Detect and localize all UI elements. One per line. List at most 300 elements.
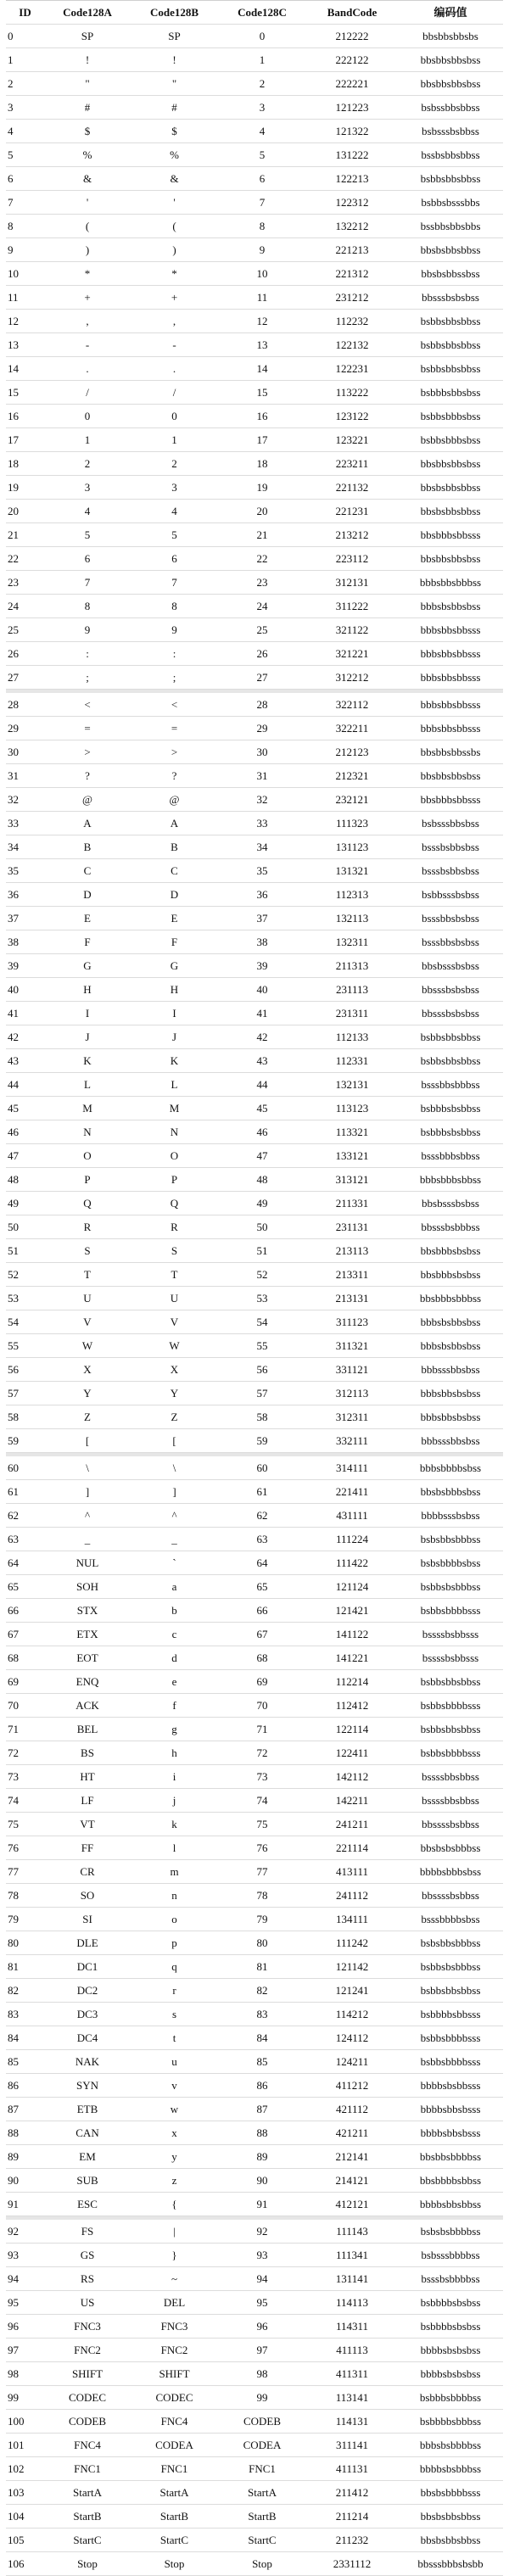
encoding-cell: bsbsbsbbbbss [420,2225,481,2238]
id-cell: 16 [8,410,19,422]
code128b-cell: } [171,2249,177,2261]
encoding-cell: bbbsbbsbsbss [420,1387,481,1400]
code128a-cell: K [83,1054,92,1067]
id-cell: 67 [8,1628,19,1640]
table-row [6,1025,503,1049]
id-cell: 7 [8,196,14,209]
encoding-cell: bsssbbsbsbss [422,936,479,948]
encoding-cell: bssssbsbbsss [422,1651,479,1664]
code128a-cell: ESC [77,2198,98,2210]
encoding-cell: bbsbsbbsbbss [420,481,481,494]
bandcode-cell: 322211 [335,722,369,735]
id-cell: 104 [8,2510,25,2523]
id-cell: 10 [8,267,19,280]
encoding-cell: bsbbsbbsbbss [420,1675,481,1688]
code128b-cell: Y [170,1387,179,1400]
code128a-cell: & [82,172,92,185]
id-cell: 87 [8,2103,19,2115]
code128b-cell: / [172,386,176,399]
id-cell: 9 [8,243,14,256]
code128c-cell: 45 [256,1102,268,1115]
code128b-cell: StartC [159,2534,189,2546]
id-cell: 71 [8,1723,19,1735]
encoding-cell: bbsbbsbbssbs [420,746,481,758]
bandcode-cell: 221312 [335,267,369,280]
bandcode-cell: 241211 [335,1818,369,1830]
code128a-cell: . [86,362,89,375]
table-row [6,2267,503,2291]
encoding-cell: bsssbbbsbbss [421,1149,480,1162]
code128b-cell: ; [172,671,176,684]
code128c-cell: 19 [256,481,268,494]
table-row [6,571,503,595]
id-cell: 17 [8,433,19,446]
bandcode-cell: 132212 [335,220,369,232]
encoding-cell: bbsbsbbsbbss [420,243,481,256]
code128c-cell: 30 [256,746,268,758]
id-cell: 38 [8,936,19,948]
id-cell: 99 [8,2391,19,2404]
code128c-cell: 94 [256,2272,268,2285]
table-row [6,476,503,500]
code128c-cell: 18 [256,457,268,470]
code128b-cell: 5 [171,528,177,541]
id-cell: 49 [8,1197,19,1210]
code128c-cell: 6 [259,172,266,185]
code128a-cell: RS [81,2272,94,2285]
encoding-cell: bbsbsssbsbss [422,959,479,972]
encoding-cell: bsbsssbbsbss [422,817,479,830]
code128b-cell: { [171,2198,177,2210]
bandcode-cell: 112313 [335,888,369,901]
table-row [6,2169,503,2193]
table-row [6,1287,503,1310]
table-row [6,690,503,717]
code128b-cell: Q [170,1197,179,1210]
code128b-cell: e [171,1675,177,1688]
code128b-cell: . [172,362,176,375]
id-cell: 94 [8,2272,19,2285]
table-row [6,2003,503,2026]
table-row [6,167,503,191]
id-cell: 32 [8,793,19,806]
bandcode-cell: 112232 [335,315,369,327]
table-row [6,1765,503,1789]
code128a-cell: SHIFT [71,2367,103,2380]
table-row [6,48,503,72]
id-cell: 60 [8,1461,19,1474]
bandcode-cell: 114311 [335,2320,369,2333]
encoding-cell: bsbsbbsbbbss [420,1936,481,1949]
code128b-cell: 1 [171,433,177,446]
code128a-cell: Q [83,1197,92,1210]
code128a-cell: - [85,338,90,351]
code128b-cell: I [172,1007,176,1020]
header-bandcode: BandCode [327,6,378,19]
encoding-cell: bsbbbsbsbbss [420,1126,481,1138]
table-row [6,2193,503,2216]
code128c-cell: StartA [248,2486,277,2499]
code128b-cell: S [171,1244,178,1257]
code128c-cell: 90 [256,2174,268,2187]
table-row [6,2552,503,2576]
code128b-cell: ~ [171,2272,178,2285]
bandcode-cell: 223112 [335,552,369,565]
code128b-cell: - [172,338,176,351]
code128a-cell: CODEB [68,2415,107,2428]
id-cell: 84 [8,2031,19,2044]
bandcode-cell: 122312 [335,196,369,209]
code128b-cell: CODEC [155,2391,193,2404]
encoding-cell: bbbbsbsbbbss [419,2462,482,2475]
code128a-cell: X [83,1363,92,1376]
id-cell: 55 [8,1339,19,1352]
code128c-cell: 43 [256,1054,268,1067]
bandcode-cell: 412121 [335,2198,369,2210]
id-cell: 83 [8,2008,19,2020]
bandcode-cell: 113321 [335,1126,369,1138]
code128b-cell: ) [172,243,176,256]
code128a-cell: SO [80,1889,95,1902]
id-cell: 27 [8,671,19,684]
bandcode-cell: 211412 [335,2486,369,2499]
encoding-cell: bsssbsbbsbss [422,841,479,853]
code128c-cell: 1 [259,53,266,66]
encoding-cell: bbsssbsbsbss [422,983,479,996]
encoding-cell: bsbbbbsbsbss [420,2296,481,2309]
code128b-cell: ? [171,769,177,782]
id-cell: 79 [8,1913,19,1925]
bandcode-cell: 421211 [335,2126,369,2139]
encoding-cell: bssbbsbbsbbs [420,220,481,232]
table-row [6,381,503,405]
code128a-cell: US [80,2296,95,2309]
code128b-cell: H [170,983,179,996]
code128a-cell: P [84,1173,91,1186]
table-row [6,717,503,740]
encoding-cell: bbsbsbbbsbss [420,1485,481,1498]
code128b-cell: G [170,959,179,972]
code128b-cell: SP [168,30,181,42]
id-cell: 90 [8,2174,19,2187]
table-row [6,1215,503,1239]
code128b-cell: B [171,841,178,853]
encoding-cell: bsbbsssbsbss [422,888,479,901]
code128c-cell: 88 [256,2126,268,2139]
encoding-cell: bbsbbsbbsbss [420,53,481,66]
table-body [6,25,503,2576]
code128b-cell: * [171,267,177,280]
id-cell: 42 [8,1031,19,1043]
code128c-cell: 40 [256,983,268,996]
encoding-cell: bbsbbsbbsbss [420,769,481,782]
code128a-cell: ? [85,769,90,782]
code128a-cell: FNC1 [74,2462,101,2475]
code128a-cell: FS [81,2225,94,2238]
table-row [6,1358,503,1382]
table-row [6,2291,503,2315]
encoding-cell: bbbsbbsbbsss [420,698,481,711]
table-row [6,72,503,96]
id-cell: 36 [8,888,19,901]
encoding-cell: bbbsbsbbsbss [420,1316,481,1328]
id-cell: 50 [8,1221,19,1233]
table-row [6,1741,503,1765]
id-cell: 81 [8,1960,19,1973]
bandcode-cell: 113123 [335,1102,369,1115]
id-cell: 31 [8,769,19,782]
table-row [6,238,503,262]
code128a-cell: NUL [76,1556,99,1569]
code128b-cell: : [172,647,176,660]
code128c-cell: StartC [248,2534,277,2546]
code128c-cell: 59 [256,1434,268,1447]
header-id: ID [19,6,31,19]
encoding-cell: bsbsbbsbbbss [420,1533,481,1545]
bandcode-cell: 141122 [335,1628,369,1640]
table-row [6,2457,503,2481]
code128c-cell: 96 [256,2320,268,2333]
id-cell: 62 [8,1509,19,1522]
id-cell: 51 [8,1244,19,1257]
code128b-cell: n [171,1889,177,1902]
table-row [6,1623,503,1646]
encoding-cell: bssbsbbsbbss [421,148,480,161]
bandcode-cell: 134111 [335,1913,369,1925]
code128c-cell: 31 [256,769,268,782]
id-cell: 75 [8,1818,19,1830]
code128c-cell: 35 [256,864,268,877]
encoding-cell: bbsbbsbbbbss [419,2150,482,2163]
code128b-cell: R [171,1221,178,1233]
code128c-cell: FNC1 [249,2462,276,2475]
code128c-cell: 84 [256,2031,268,2044]
bandcode-cell: 211232 [335,2534,369,2546]
bandcode-cell: 222221 [335,77,369,90]
bandcode-cell: 122213 [335,172,369,185]
code128b-cell: p [171,1936,177,1949]
code128a-cell: U [83,1292,92,1305]
encoding-cell: bbsbbsbbsbs [422,30,478,42]
code128c-cell: 28 [256,698,268,711]
code128b-cell: K [170,1054,179,1067]
code128a-cell: @ [82,793,92,806]
code128a-cell: DLE [76,1936,98,1949]
code128c-cell: 33 [256,817,268,830]
code128a-cell: ACK [76,1699,99,1712]
bandcode-cell: 411311 [335,2367,369,2380]
code128c-cell: 63 [256,1533,268,1545]
header-code128b: Code128B [149,6,199,19]
id-cell: 61 [8,1485,19,1498]
code128a-cell: % [82,148,92,161]
code128a-cell: ETB [76,2103,98,2115]
bandcode-cell: 313121 [335,1173,369,1186]
encoding-cell: bsssbbsbsbss [422,912,479,925]
encoding-cell: bsbbsbbsbbss [420,1984,481,1997]
code128b-cell: w [170,2103,179,2115]
code128a-cell: G [83,959,92,972]
code128b-cell: b [171,1604,177,1617]
table-row [6,1979,503,2003]
encoding-cell: bsbbbbsbsbss [420,2320,481,2333]
encoding-cell: bssssbbsbbss [422,1794,479,1807]
table-row [6,405,503,428]
code128b-cell: f [172,1699,176,1712]
code128b-cell: FNC1 [160,2462,188,2475]
id-cell: 5 [8,148,14,161]
id-cell: 21 [8,528,19,541]
id-cell: 56 [8,1363,19,1376]
bandcode-cell: 121142 [335,1960,369,1973]
code128b-cell: # [171,101,177,114]
encoding-cell: bsbbsbbbbsss [420,1699,481,1712]
header-code128c: Code128C [238,6,287,19]
encoding-cell: bbbbsssbsbss [421,1509,480,1522]
code128b-cell: & [170,172,179,185]
table-row [6,930,503,954]
code128b-cell: @ [169,793,180,806]
bandcode-cell: 241112 [335,1889,369,1902]
bandcode-cell: 121124 [335,1580,369,1593]
code128c-cell: 70 [256,1699,268,1712]
code128b-cell: E [171,912,178,925]
encoding-cell: bsbsssbsbbss [422,125,479,137]
code128b-cell: h [171,1746,177,1759]
bandcode-cell: 322112 [335,698,369,711]
bandcode-cell: 231113 [335,983,369,996]
encoding-cell: bsbbsbsssbbs [421,196,480,209]
code128c-cell: 83 [256,2008,268,2020]
code128b-cell: 7 [171,576,177,589]
code128a-cell: BS [81,1746,94,1759]
table-row [6,1670,503,1694]
bandcode-cell: 411113 [336,2344,368,2356]
encoding-cell: bbsssbsbsbss [422,291,479,304]
bandcode-cell: 114113 [335,2296,369,2309]
bandcode-cell: 413111 [335,1865,369,1878]
code128c-cell: 29 [256,722,268,735]
id-cell: 102 [8,2462,25,2475]
code128a-cell: SYN [76,2079,98,2092]
bandcode-cell: 331121 [335,1363,369,1376]
id-cell: 76 [8,1841,19,1854]
code128b-cell: CODEA [155,2439,193,2451]
table-row [6,25,503,48]
code128c-cell: 10 [256,267,268,280]
code128c-cell: 20 [256,505,268,517]
table-row [6,500,503,523]
table-row [6,2145,503,2169]
bandcode-cell: 114131 [335,2415,369,2428]
code128c-cell: 15 [256,386,268,399]
id-cell: 13 [8,338,19,351]
code128a-cell: DC4 [76,2031,98,2044]
id-cell: 77 [8,1865,19,1878]
code128b-cell: | [173,2225,176,2238]
table-row [6,96,503,120]
code128a-cell: EM [79,2150,96,2163]
code128a-cell: [ [85,1434,90,1447]
table-row [6,1002,503,1025]
code128a-cell: " [85,77,90,90]
code128c-cell: 32 [256,793,268,806]
encoding-cell: bbbsbbbbsbss [419,1461,482,1474]
code128a-cell: 5 [84,528,91,541]
table-row [6,1694,503,1718]
code128a-cell: SOH [76,1580,98,1593]
code128c-cell: 80 [256,1936,268,1949]
bandcode-cell: 2331112 [333,2557,372,2570]
encoding-cell: bbbsbbsbbsss [420,722,481,735]
table-row [6,191,503,215]
table-row [6,2216,503,2244]
code128b-cell: , [172,315,176,327]
table-row [6,333,503,357]
table-row [6,428,503,452]
code128a-cell: N [83,1126,92,1138]
code128c-cell: 49 [256,1197,268,1210]
code128c-cell: 34 [256,841,268,853]
table-row [6,2244,503,2267]
code128b-cell: N [170,1126,179,1138]
code128c-cell: 57 [256,1387,268,1400]
bandcode-cell: 122114 [335,1723,369,1735]
id-cell: 74 [8,1794,19,1807]
code128c-cell: 73 [256,1770,268,1783]
code128c-cell: StartB [248,2510,277,2523]
code128a-cell: SP [81,30,94,42]
bandcode-cell: 111341 [335,2249,369,2261]
encoding-cell: bbssssbsbbss [422,1889,479,1902]
code128a-cell: HT [80,1770,95,1783]
bandcode-cell: 314111 [335,1461,369,1474]
code128b-cell: C [171,864,178,877]
encoding-cell: bsbbbbsbbsss [420,2008,481,2020]
code128c-cell: 38 [256,936,268,948]
code128c-cell: 25 [256,623,268,636]
id-cell: 101 [8,2439,25,2451]
code128b-cell: < [171,698,178,711]
code128c-cell: 26 [256,647,268,660]
code128c-cell: 16 [256,410,268,422]
bandcode-cell: 121322 [335,125,369,137]
code128b-cell: ` [172,1556,176,1569]
encoding-cell: bsssbbsbbbss [421,1078,480,1091]
code128b-cell: k [171,1818,177,1830]
id-cell: 65 [8,1580,19,1593]
code128b-cell: X [170,1363,179,1376]
bandcode-cell: 221231 [335,505,369,517]
table-row [6,357,503,381]
code128a-cell: LF [81,1794,94,1807]
table-row [6,1836,503,1860]
encoding-cell: bbsbsbbssbss [421,267,480,280]
code128a-cell: 8 [84,600,91,612]
code128a-cell: ENQ [76,1675,99,1688]
encoding-cell: bsbsbbbbsbss [420,1556,481,1569]
code128b-cell: a [171,1580,177,1593]
id-cell: 11 [8,291,19,304]
bandcode-cell: 124211 [335,2055,369,2068]
code128a-cell: SI [82,1913,92,1925]
id-cell: 43 [8,1054,19,1067]
table-row [6,1931,503,1955]
code128b-cell: 8 [171,600,177,612]
bandcode-cell: 132113 [335,912,369,925]
encoding-cell: bbbbsbbsbsss [420,2126,481,2139]
code128a-cell: E [84,912,91,925]
